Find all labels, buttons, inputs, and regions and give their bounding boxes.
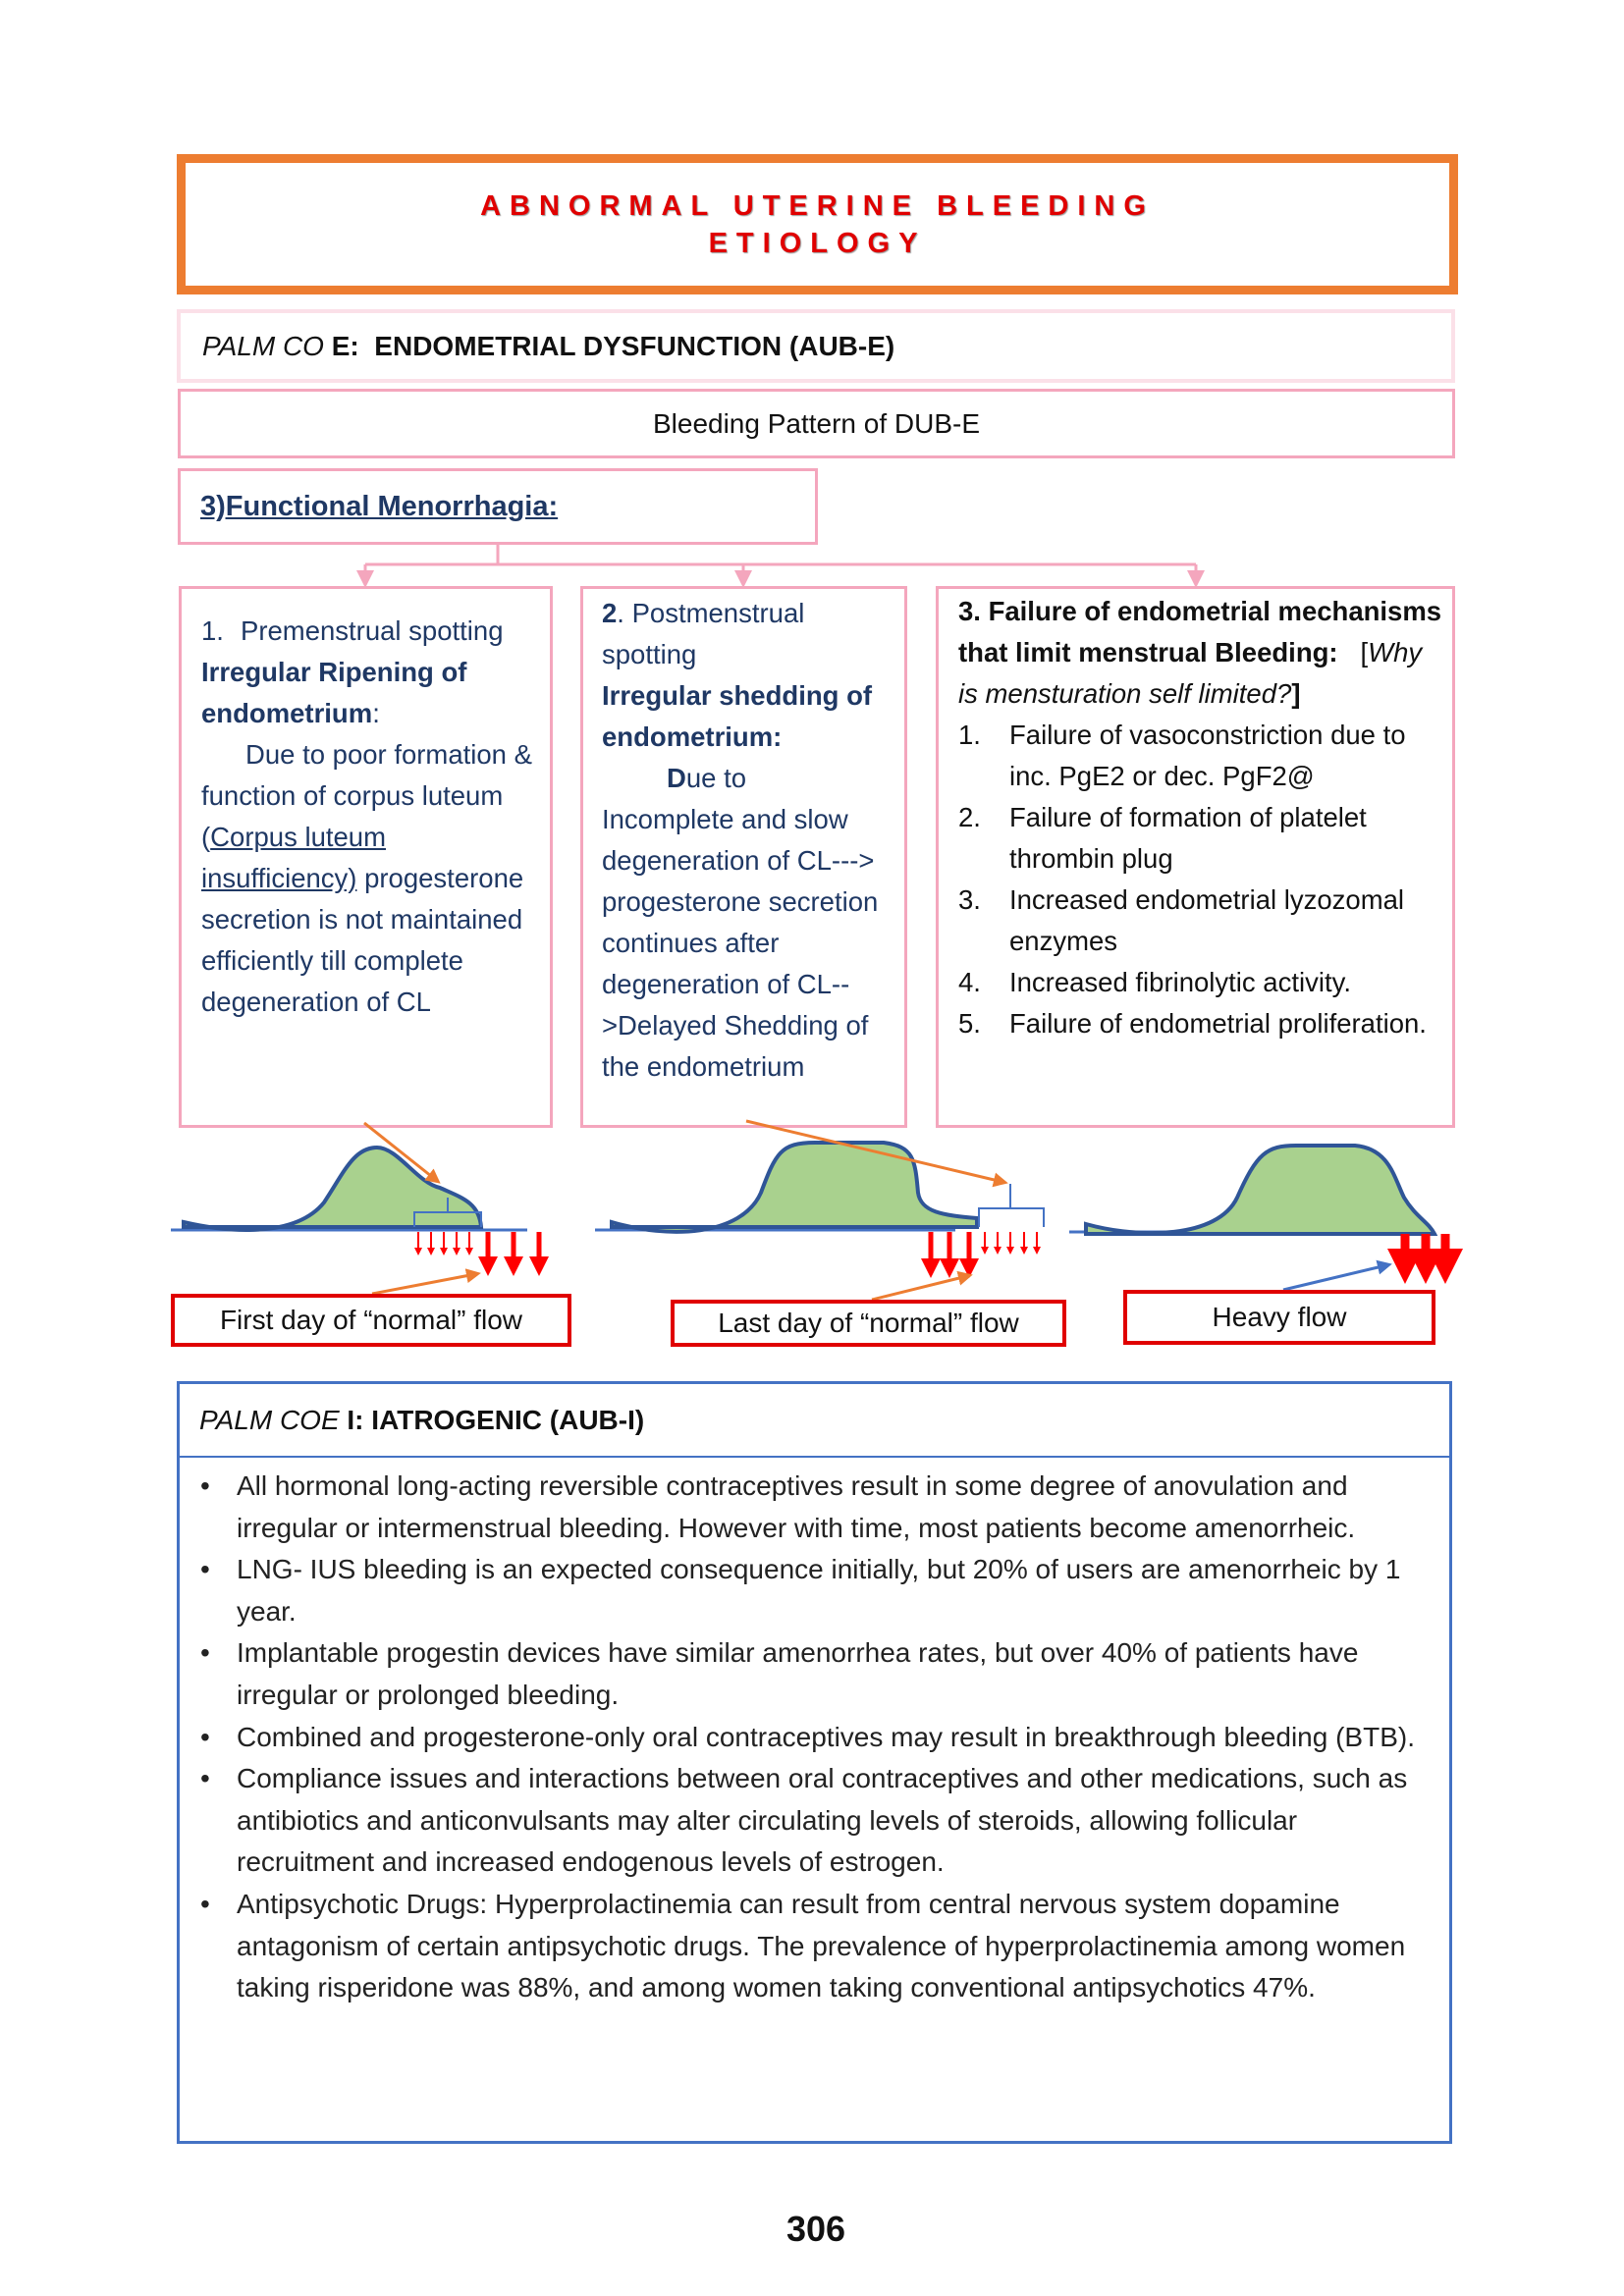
title-line-2: ETIOLOGY — [708, 227, 927, 259]
label-text: First day of “normal” flow — [219, 1305, 523, 1335]
heavy-flow-arrows — [1405, 1234, 1445, 1266]
list-item — [200, 1884, 1432, 2009]
list-item — [200, 1758, 1432, 1884]
list-text: Increased fibrinolytic activity. — [1009, 967, 1351, 997]
col2-due-bold: D — [667, 763, 686, 793]
pointer-arrow — [372, 1274, 475, 1294]
col1-underlined: Corpus luteum insufficiency) — [201, 822, 387, 893]
col1-text-b: progesterone secretion is not maintained efficiently till complete degeneration of CL — [201, 863, 524, 1017]
col2-bold: Irregular shedding of endometrium: — [602, 680, 873, 752]
col3-bracket: ] — [1291, 678, 1301, 709]
list-number: 1. — [958, 720, 981, 750]
list-text: Failure of formation of platelet thrombin plug — [1009, 802, 1367, 874]
bullet-icon: • — [200, 1554, 210, 1585]
col2-item: . Postmenstrual spotting — [602, 598, 805, 669]
list-number: 1. — [201, 615, 224, 646]
list-text: All hormonal long-acting reversible contraceptives result in some degree of anovulation and irregular or intermenstrual bleeding. However with time, most patients become amenorrheic. — [237, 1470, 1356, 1543]
pointer-arrow — [1283, 1265, 1386, 1290]
bracket-icon — [979, 1184, 1044, 1227]
spotting-arrows — [418, 1232, 469, 1252]
bleeding-pattern-text: Bleeding Pattern of DUB-E — [652, 407, 981, 439]
title-line-1: ABNORMAL UTERINE BLEEDING — [480, 189, 1155, 222]
curve-heavy — [1086, 1146, 1435, 1234]
list-number: 2. — [958, 802, 981, 832]
list-number: 5. — [958, 1008, 981, 1039]
flow-arrows — [488, 1232, 539, 1266]
label-first-day — [171, 1294, 571, 1347]
section-e-heading: ENDOMETRIAL DYSFUNCTION (AUB-E) — [374, 330, 895, 361]
list-item — [200, 1717, 1432, 1759]
functional-menorrhagia-title: 3)Functional Menorrhagia: — [200, 490, 559, 522]
list-item — [200, 1549, 1432, 1632]
col2-num: 2 — [602, 598, 618, 628]
list-text: Failure of endometrial proliferation. — [1009, 1008, 1427, 1039]
col3-bracket: [ — [1360, 637, 1369, 667]
section-i-heading: IATROGENIC (AUB-I) — [371, 1404, 645, 1435]
col1-text-a: Due to poor formation & function of corpus luteum ( — [201, 739, 532, 852]
col1-bold: Irregular Ripening of endometrium — [201, 657, 467, 728]
page-number: 306 — [785, 2209, 846, 2249]
list-text: Increased endometrial lyzozomal enzymes — [1009, 884, 1404, 956]
col1-colon: : — [372, 698, 380, 728]
section-e-prefix: PALM CO — [202, 330, 324, 361]
list-text: Antipsychotic Drugs: Hyperprolactinemia can result from central nervous system dopamine antagonism of certain antipsychotic drugs. The prevalence of hyperprolactinemia among women taking risperidone was 88%, and among women taking conventional antipsychotics 47%. — [237, 1888, 1406, 2003]
list-text: LNG- IUS bleeding is an expected consequence initially, but 20% of users are amenorrheic by 1 year. — [237, 1554, 1401, 1627]
section-e-letter: E: — [331, 330, 359, 361]
label-heavy-flow — [1123, 1290, 1435, 1345]
iatrogenic-section — [177, 1381, 1452, 2144]
curve-postmenstrual — [612, 1143, 977, 1232]
label-text: Last day of “normal” flow — [718, 1308, 1019, 1338]
connector-lines — [365, 545, 1196, 579]
bullet-icon: • — [200, 1470, 210, 1501]
col2-due-rest: ue to — [685, 763, 747, 793]
bullet-icon: • — [200, 1763, 210, 1794]
list-item — [200, 1466, 1432, 1549]
list-text: Failure of vasoconstriction due to inc. PgE2 or dec. PgF2@ — [1009, 720, 1406, 791]
list-text: Implantable progestin devices have similar amenorrhea rates, but over 40% of patients have irregular or prolonged bleeding. — [237, 1637, 1359, 1710]
list-item — [200, 1632, 1432, 1716]
iatrogenic-list — [180, 1458, 1449, 2009]
label-last-day — [671, 1300, 1066, 1347]
col3-italic: Why is mensturation self limited? — [958, 637, 1423, 709]
list-number: 3. — [958, 884, 981, 915]
spotting-arrows — [985, 1232, 1037, 1251]
bullet-icon: • — [200, 1637, 210, 1669]
section-i-letter: I: — [347, 1404, 364, 1435]
bullet-icon: • — [200, 1888, 210, 1919]
list-text: Combined and progesterone-only oral contraceptives may result in breakthrough bleeding (BTB). — [237, 1721, 1415, 1752]
label-text: Heavy flow — [1212, 1302, 1347, 1332]
col3-bold: 3. Failure of endometrial mechanisms that limit menstrual Bleeding: — [958, 596, 1442, 667]
list-text: Premenstrual spotting — [241, 615, 504, 646]
list-text: Compliance issues and interactions between oral contraceptives and other medications, such as antibiotics and anticonvulsants may alter circulating levels of steroids, allowing follicular recruitment and increased endogenous levels of estrogen. — [237, 1763, 1408, 1878]
pointer-arrow — [872, 1276, 967, 1300]
section-i-prefix: PALM COE — [199, 1404, 340, 1435]
flow-arrows — [931, 1232, 969, 1268]
curve-premenstrual — [184, 1148, 481, 1230]
list-number: 4. — [958, 967, 981, 997]
bullet-icon: • — [200, 1721, 210, 1752]
col2-text: Incomplete and slow degeneration of CL---> progesterone secretion continues after degeneration of CL-->Delayed Shedding of the endometrium — [602, 804, 879, 1082]
iatrogenic-header — [180, 1384, 1449, 1458]
